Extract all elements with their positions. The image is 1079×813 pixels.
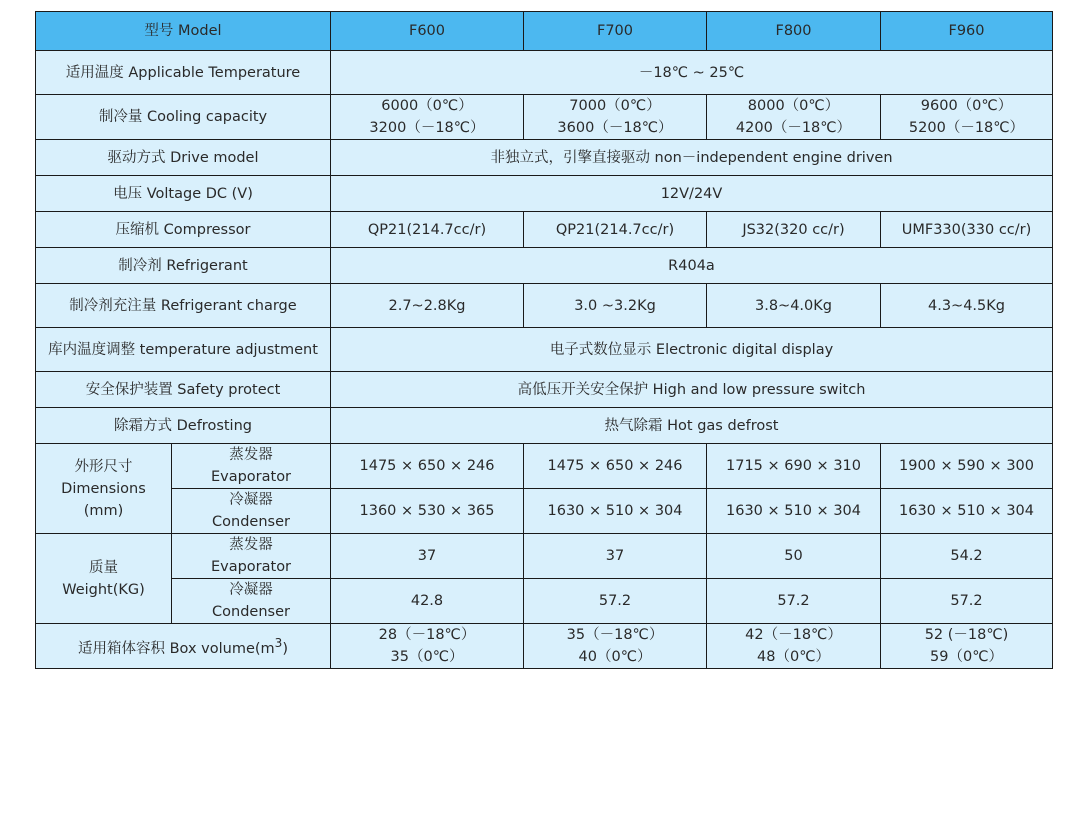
compressor-label: 压缩机 Compressor bbox=[36, 212, 331, 248]
dimensions-label: 外形尺寸 Dimensions (mm) bbox=[36, 444, 172, 534]
wt-cond-f960: 57.2 bbox=[881, 579, 1053, 624]
box-f800: 42（－18℃） 48（0℃） bbox=[707, 624, 881, 669]
dim-cond-f960: 1630 × 510 × 304 bbox=[881, 489, 1053, 534]
spec-table bbox=[35, 11, 1053, 669]
safety-row bbox=[36, 372, 1053, 408]
compressor-f700: QP21(214.7cc/r) bbox=[524, 212, 707, 248]
temp-adjust-value: 电子式数位显示 Electronic digital display bbox=[331, 328, 1053, 372]
box-volume-label-prefix: 适用箱体容积 Box volume(m bbox=[77, 640, 275, 657]
dim-cond-f700: 1630 × 510 × 304 bbox=[524, 489, 707, 534]
drive-label: 驱动方式 Drive model bbox=[36, 140, 331, 176]
voltage-value: 12V/24V bbox=[331, 176, 1053, 212]
charge-f800: 3.8~4.0Kg bbox=[707, 284, 881, 328]
charge-f960: 4.3~4.5Kg bbox=[881, 284, 1053, 328]
wt-cond-f800: 57.2 bbox=[707, 579, 881, 624]
voltage-row bbox=[36, 176, 1053, 212]
weight-condenser-label: 冷凝器 Condenser bbox=[172, 579, 331, 624]
cooling-row bbox=[36, 95, 1053, 140]
refrigerant-row bbox=[36, 248, 1053, 284]
drive-value: 非独立式，引擎直接驱动 non－independent engine driven bbox=[331, 140, 1053, 176]
compressor-f800: JS32(320 cc/r) bbox=[707, 212, 881, 248]
charge-f600: 2.7~2.8Kg bbox=[331, 284, 524, 328]
compressor-f960: UMF330(330 cc/r) bbox=[881, 212, 1053, 248]
cooling-f800: 8000（0℃） 4200（－18℃） bbox=[707, 95, 881, 140]
dimensions-evaporator-label: 蒸发器 Evaporator bbox=[172, 444, 331, 489]
box-f600: 28（－18℃） 35（0℃） bbox=[331, 624, 524, 669]
voltage-label: 电压 Voltage DC (V) bbox=[36, 176, 331, 212]
model-f600: F600 bbox=[331, 12, 524, 51]
dim-evap-f600: 1475 × 650 × 246 bbox=[331, 444, 524, 489]
compressor-f600: QP21(214.7cc/r) bbox=[331, 212, 524, 248]
temperature-label: 适用温度 Applicable Temperature bbox=[36, 51, 331, 95]
dimensions-evaporator-row bbox=[36, 444, 1053, 489]
temperature-value: －18℃ ~ 25℃ bbox=[331, 51, 1053, 95]
refrigerant-label: 制冷剂 Refrigerant bbox=[36, 248, 331, 284]
refrigerant-value: R404a bbox=[331, 248, 1053, 284]
box-f960: 52 (－18℃) 59（0℃） bbox=[881, 624, 1053, 669]
model-header-label: 型号 Model bbox=[36, 12, 331, 51]
weight-label: 质量 Weight(KG) bbox=[36, 534, 172, 624]
temp-adjust-row bbox=[36, 328, 1053, 372]
model-f700: F700 bbox=[524, 12, 707, 51]
defrost-label: 除霜方式 Defrosting bbox=[36, 408, 331, 444]
wt-cond-f700: 57.2 bbox=[524, 579, 707, 624]
charge-row bbox=[36, 284, 1053, 328]
wt-evap-f600: 37 bbox=[331, 534, 524, 579]
wt-cond-f600: 42.8 bbox=[331, 579, 524, 624]
dim-cond-f600: 1360 × 530 × 365 bbox=[331, 489, 524, 534]
safety-value: 高低压开关安全保护 High and low pressure switch bbox=[331, 372, 1053, 408]
weight-evaporator-label: 蒸发器 Evaporator bbox=[172, 534, 331, 579]
charge-label: 制冷剂充注量 Refrigerant charge bbox=[36, 284, 331, 328]
box-volume-label bbox=[36, 624, 331, 669]
box-volume-label-suffix: ) bbox=[282, 640, 289, 657]
model-f960: F960 bbox=[881, 12, 1053, 51]
defrost-row bbox=[36, 408, 1053, 444]
dim-evap-f960: 1900 × 590 × 300 bbox=[881, 444, 1053, 489]
model-f800: F800 bbox=[707, 12, 881, 51]
box-volume-row bbox=[36, 624, 1053, 669]
dim-cond-f800: 1630 × 510 × 304 bbox=[707, 489, 881, 534]
wt-evap-f960: 54.2 bbox=[881, 534, 1053, 579]
dimensions-condenser-row bbox=[36, 489, 1053, 534]
cooling-f960: 9600（0℃） 5200（－18℃） bbox=[881, 95, 1053, 140]
box-volume-label-sup: 3 bbox=[274, 636, 283, 651]
weight-condenser-row bbox=[36, 579, 1053, 624]
safety-label: 安全保护装置 Safety protect bbox=[36, 372, 331, 408]
dimensions-condenser-label: 冷凝器 Condenser bbox=[172, 489, 331, 534]
defrost-value: 热气除霜 Hot gas defrost bbox=[331, 408, 1053, 444]
temperature-row bbox=[36, 51, 1053, 95]
compressor-row bbox=[36, 212, 1053, 248]
box-f700: 35（－18℃） 40（0℃） bbox=[524, 624, 707, 669]
charge-f700: 3.0 ~3.2Kg bbox=[524, 284, 707, 328]
cooling-label: 制冷量 Cooling capacity bbox=[36, 95, 331, 140]
cooling-f700: 7000（0℃） 3600（－18℃） bbox=[524, 95, 707, 140]
wt-evap-f800: 50 bbox=[707, 534, 881, 579]
dim-evap-f700: 1475 × 650 × 246 bbox=[524, 444, 707, 489]
header-row bbox=[36, 12, 1053, 51]
dim-evap-f800: 1715 × 690 × 310 bbox=[707, 444, 881, 489]
cooling-f600: 6000（0℃） 3200（－18℃） bbox=[331, 95, 524, 140]
wt-evap-f700: 37 bbox=[524, 534, 707, 579]
weight-evaporator-row bbox=[36, 534, 1053, 579]
temp-adjust-label: 库内温度调整 temperature adjustment bbox=[36, 328, 331, 372]
drive-row bbox=[36, 140, 1053, 176]
